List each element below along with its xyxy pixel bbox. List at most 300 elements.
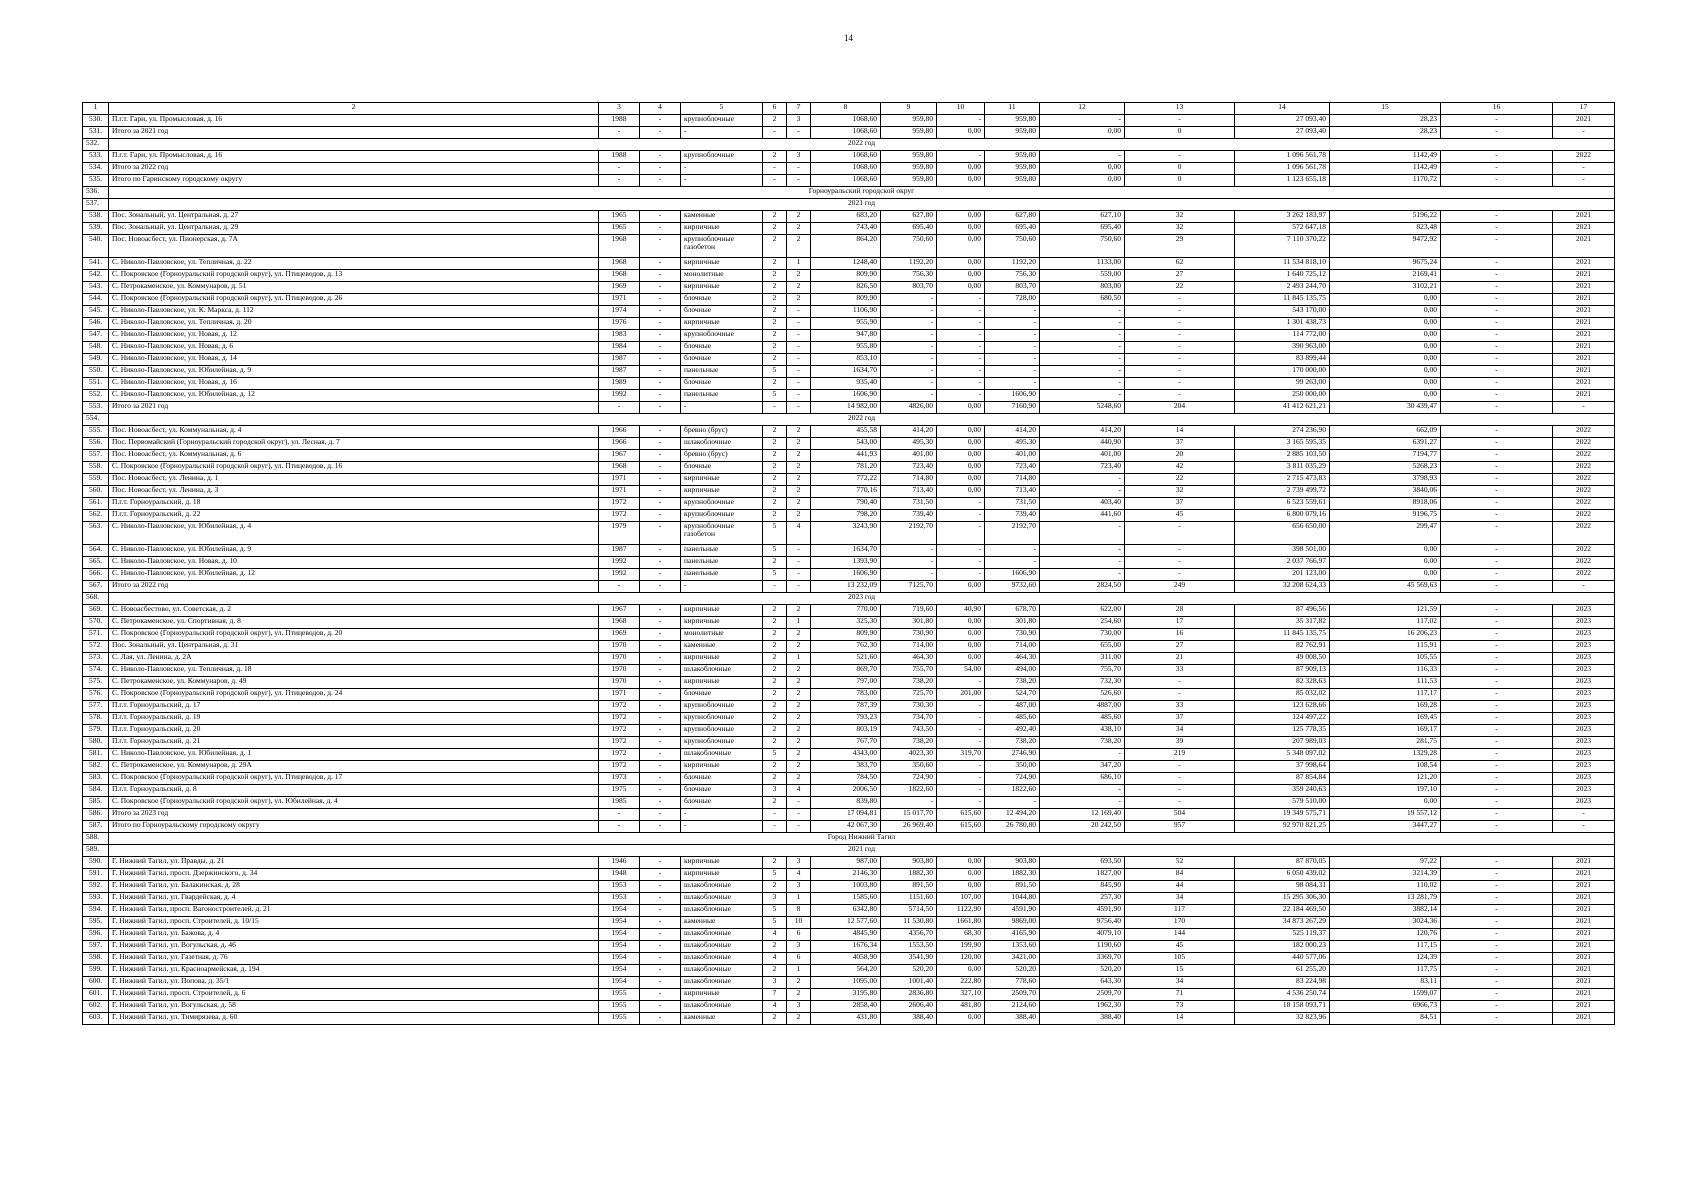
row-number: 555.	[83, 426, 109, 438]
table-cell: 37	[1125, 438, 1235, 450]
table-cell: 117,02	[1330, 617, 1441, 629]
table-cell: -	[640, 294, 681, 306]
table-cell: -	[640, 653, 681, 665]
table-row	[83, 306, 1615, 318]
table-cell: 0,00	[937, 1013, 985, 1025]
table-cell: 725,70	[881, 689, 937, 701]
table-cell: 743,40	[811, 223, 881, 235]
table-cell: -	[681, 581, 763, 593]
table-cell: 414,20	[985, 426, 1040, 438]
table-cell: 1122,90	[937, 905, 985, 917]
table-cell: 485,60	[1040, 713, 1125, 725]
table-cell: 2	[763, 438, 787, 450]
address-cell: С. Николо-Павловское, ул. Новая, д. 12	[109, 330, 599, 342]
table-cell: 5	[763, 366, 787, 378]
table-cell: 8	[787, 905, 811, 917]
row-number: 598.	[83, 953, 109, 965]
table-cell: -	[1125, 390, 1235, 402]
table-cell: 797,00	[811, 677, 881, 689]
table-cell: -	[640, 689, 681, 701]
table-cell: 2	[787, 450, 811, 462]
table-cell: -	[640, 115, 681, 127]
table-row	[83, 378, 1615, 390]
table-row	[83, 366, 1615, 378]
table-cell: 2021	[1553, 929, 1615, 941]
table-cell: 959,80	[881, 127, 937, 139]
table-cell: -	[787, 306, 811, 318]
table-cell: -	[937, 306, 985, 318]
table-cell: -	[681, 809, 763, 821]
table-cell: 11 530,80	[881, 917, 937, 929]
table-cell: 83,11	[1330, 977, 1441, 989]
table-cell: -	[1040, 151, 1125, 163]
table-cell: 2	[763, 342, 787, 354]
table-cell: шлакоблочные	[681, 893, 763, 905]
table-cell: 1975	[599, 785, 640, 797]
row-number: 580.	[83, 737, 109, 749]
table-cell: 2	[763, 737, 787, 749]
table-cell: -	[787, 821, 811, 833]
table-cell: 762,30	[811, 641, 881, 653]
table-cell: 627,80	[881, 211, 937, 223]
table-cell: 1955	[599, 1001, 640, 1013]
table-cell: 3 262 183,97	[1235, 211, 1330, 223]
table-cell: блочные	[681, 354, 763, 366]
table-cell: -	[1441, 175, 1553, 187]
row-number: 586.	[83, 809, 109, 821]
table-cell: -	[787, 354, 811, 366]
table-cell: 959,80	[881, 175, 937, 187]
table-cell: 622,00	[1040, 605, 1125, 617]
table-cell: 2021	[1553, 211, 1615, 223]
table-cell: 2021	[1553, 223, 1615, 235]
table-cell: -	[1441, 941, 1553, 953]
table-cell: 6342,80	[811, 905, 881, 917]
table-cell: 3447,27	[1330, 821, 1441, 833]
table-cell: 2 739 499,72	[1235, 486, 1330, 498]
table-cell: 656 650,00	[1235, 522, 1330, 545]
table-cell: шлакоблочные	[681, 881, 763, 893]
table-cell: 2	[763, 486, 787, 498]
table-cell: 728,00	[985, 294, 1040, 306]
address-cell: Пос. Новоасбест, ул. Пионерская, д. 7А	[109, 235, 599, 258]
table-cell: 2	[787, 989, 811, 1001]
table-cell: 2	[763, 857, 787, 869]
table-cell: 572 647,18	[1235, 223, 1330, 235]
table-cell: 2021	[1553, 881, 1615, 893]
row-number: 531.	[83, 127, 109, 139]
table-cell: 40,90	[937, 605, 985, 617]
table-cell: 14	[1125, 426, 1235, 438]
table-cell: 756,30	[985, 270, 1040, 282]
table-cell: 1972	[599, 725, 640, 737]
table-cell: -	[1553, 402, 1615, 414]
table-cell: -	[1441, 689, 1553, 701]
table-cell: 1973	[599, 773, 640, 785]
table-cell: кирпичные	[681, 282, 763, 294]
table-cell: 1329,28	[1330, 749, 1441, 761]
column-header: 17	[1553, 103, 1615, 115]
table-cell: 3	[787, 151, 811, 163]
table-cell: -	[599, 581, 640, 593]
column-header: 14	[1235, 103, 1330, 115]
table-row	[83, 151, 1615, 163]
address-cell: Г. Нижний Тагил, просп. Вагоностроителей, д. 21	[109, 905, 599, 917]
address-cell: Г. Нижний Тагил, ул. Правды, д. 21	[109, 857, 599, 869]
table-cell: кирпичные	[681, 857, 763, 869]
address-cell: С. Николо-Павловское, ул. Новая, д. 16	[109, 378, 599, 390]
address-cell: С. Николо-Павловское, ул. Юбилейная, д. 9	[109, 545, 599, 557]
table-cell: 1827,00	[1040, 869, 1125, 881]
table-cell: 7160,90	[985, 402, 1040, 414]
table-cell: 2	[763, 450, 787, 462]
table-row	[83, 809, 1615, 821]
table-cell: -	[985, 366, 1040, 378]
row-number: 599.	[83, 965, 109, 977]
table-cell: 2146,30	[811, 869, 881, 881]
table-cell: 6	[787, 953, 811, 965]
table-cell: 798,20	[811, 510, 881, 522]
table-cell: 117,17	[1330, 689, 1441, 701]
table-cell: 4826,00	[881, 402, 937, 414]
table-cell: -	[881, 294, 937, 306]
table-cell: 7194,77	[1330, 450, 1441, 462]
table-row	[83, 749, 1615, 761]
table-cell: 32	[1125, 486, 1235, 498]
table-cell: 2	[787, 426, 811, 438]
table-cell: -	[1553, 175, 1615, 187]
table-cell: 714,00	[985, 641, 1040, 653]
table-cell: 62	[1125, 258, 1235, 270]
table-cell: -	[640, 809, 681, 821]
address-cell: Итого за 2021 год	[109, 127, 599, 139]
address-cell: Пос. Новоасбест, ул. Коммунальная, д. 6	[109, 450, 599, 462]
table-cell: 27 093,40	[1235, 115, 1330, 127]
table-cell: -	[787, 318, 811, 330]
section-title: Город Нижний Тагил	[109, 833, 1615, 845]
table-cell: 11 845 135,75	[1235, 294, 1330, 306]
table-cell: -	[1441, 893, 1553, 905]
table-cell: -	[640, 258, 681, 270]
table-cell: каменные	[681, 641, 763, 653]
table-cell: 1133,00	[1040, 258, 1125, 270]
table-cell: 2022	[1553, 151, 1615, 163]
table-cell: 756,30	[881, 270, 937, 282]
address-cell: Г. Нижний Тагил, ул. Гвардейская, д. 4	[109, 893, 599, 905]
table-cell: -	[640, 127, 681, 139]
table-cell: 1606,90	[811, 569, 881, 581]
table-cell: -	[1441, 653, 1553, 665]
table-cell: 719,60	[881, 605, 937, 617]
table-cell: 2	[763, 641, 787, 653]
column-header: 11	[985, 103, 1040, 115]
table-cell: 2021	[1553, 390, 1615, 402]
table-cell: 125 778,35	[1235, 725, 1330, 737]
table-cell: -	[640, 390, 681, 402]
table-cell: -	[1125, 151, 1235, 163]
table-cell: -	[937, 773, 985, 785]
table-cell: 3369,70	[1040, 953, 1125, 965]
table-cell: 1987	[599, 545, 640, 557]
table-cell: 121,59	[1330, 605, 1441, 617]
table-cell: -	[599, 402, 640, 414]
table-cell: 959,80	[881, 151, 937, 163]
table-cell: -	[640, 941, 681, 953]
table-cell: 750,60	[985, 235, 1040, 258]
table-cell: 864,20	[811, 235, 881, 258]
table-cell: 724,90	[985, 773, 1040, 785]
table-cell: 2023	[1553, 641, 1615, 653]
table-cell: 1974	[599, 306, 640, 318]
row-number: 574.	[83, 665, 109, 677]
table-cell: 169,17	[1330, 725, 1441, 737]
table-cell: 2192,70	[881, 522, 937, 545]
table-cell: 1946	[599, 857, 640, 869]
table-cell: бревно (брус)	[681, 450, 763, 462]
section-title: 2022 год	[109, 414, 1615, 426]
table-cell: -	[881, 390, 937, 402]
table-cell: 4591,90	[1040, 905, 1125, 917]
table-cell: 15	[1125, 965, 1235, 977]
table-cell: 22	[1125, 474, 1235, 486]
table-cell: 627,80	[985, 211, 1040, 223]
table-cell: 738,20	[1040, 737, 1125, 749]
table-cell: -	[937, 713, 985, 725]
table-cell: 110,02	[1330, 881, 1441, 893]
table-cell: 29	[1125, 235, 1235, 258]
row-number: 573.	[83, 653, 109, 665]
table-cell: -	[640, 438, 681, 450]
table-cell: 957	[1125, 821, 1235, 833]
table-cell: 0,00	[937, 426, 985, 438]
table-cell: 2021	[1553, 294, 1615, 306]
table-cell: 2023	[1553, 725, 1615, 737]
table-cell: 41 412 621,21	[1235, 402, 1330, 414]
table-cell: -	[937, 294, 985, 306]
table-cell: 2	[763, 270, 787, 282]
table-cell: 401,00	[985, 450, 1040, 462]
table-cell: 17 094,81	[811, 809, 881, 821]
address-cell: С. Покровское (Горноуральский городской округ), ул. Птицеводов, д. 13	[109, 270, 599, 282]
table-cell: 2	[787, 689, 811, 701]
row-number: 584.	[83, 785, 109, 797]
table-cell: -	[881, 318, 937, 330]
table-cell: 730,30	[881, 701, 937, 713]
table-cell: 0,00	[937, 486, 985, 498]
table-cell: -	[1441, 737, 1553, 749]
table-cell: 42 067,30	[811, 821, 881, 833]
table-cell: 6 523 559,61	[1235, 498, 1330, 510]
table-cell: 347,20	[1040, 761, 1125, 773]
table-cell: 543,00	[811, 438, 881, 450]
table-cell: бревно (брус)	[681, 426, 763, 438]
address-cell: С. Николо-Павловское, ул. Тепличная, д. 20	[109, 318, 599, 330]
table-cell: -	[937, 522, 985, 545]
table-cell: -	[787, 330, 811, 342]
table-cell: 28	[1125, 605, 1235, 617]
row-number: 542.	[83, 270, 109, 282]
table-cell: 2824,50	[1040, 581, 1125, 593]
table-cell: 1003,80	[811, 881, 881, 893]
table-cell: -	[640, 462, 681, 474]
table-cell: шлакоблочные	[681, 905, 763, 917]
table-cell: 26 969,40	[881, 821, 937, 833]
table-cell: 82 328,63	[1235, 677, 1330, 689]
table-cell: 441,60	[1040, 510, 1125, 522]
row-number: 601.	[83, 989, 109, 1001]
table-cell: 123 628,66	[1235, 701, 1330, 713]
table-cell: 1	[787, 893, 811, 905]
table-cell: -	[1553, 581, 1615, 593]
table-cell: 2	[763, 653, 787, 665]
table-cell: 947,80	[811, 330, 881, 342]
table-cell: 1972	[599, 761, 640, 773]
row-number: 581.	[83, 749, 109, 761]
table-cell: -	[1441, 498, 1553, 510]
table-cell: 1	[787, 965, 811, 977]
table-cell: -	[599, 809, 640, 821]
table-cell: 1967	[599, 605, 640, 617]
table-cell: 4845,90	[811, 929, 881, 941]
table-cell: панельные	[681, 545, 763, 557]
table-cell: -	[1441, 462, 1553, 474]
table-cell: 2	[787, 641, 811, 653]
column-header: 8	[811, 103, 881, 115]
table-cell: 853,10	[811, 354, 881, 366]
table-cell: 0,00	[937, 881, 985, 893]
table-cell: 2023	[1553, 761, 1615, 773]
table-cell: 6	[787, 929, 811, 941]
table-cell: 803,19	[811, 725, 881, 737]
table-cell: 199,90	[937, 941, 985, 953]
table-cell: блочные	[681, 342, 763, 354]
table-cell: шлакоблочные	[681, 965, 763, 977]
table-cell: 2	[763, 306, 787, 318]
table-cell: 1	[787, 653, 811, 665]
table-row	[83, 977, 1615, 989]
table-cell: 2022	[1553, 438, 1615, 450]
table-cell: шлакоблочные	[681, 953, 763, 965]
table-cell: -	[1441, 761, 1553, 773]
table-cell: 5	[763, 569, 787, 581]
table-cell: -	[640, 773, 681, 785]
table-cell: шлакоблочные	[681, 977, 763, 989]
table-cell: -	[1040, 557, 1125, 569]
section-row	[83, 187, 1615, 199]
table-cell: 3882,14	[1330, 905, 1441, 917]
table-cell: 778,60	[985, 977, 1040, 989]
table-cell: 723,40	[985, 462, 1040, 474]
section-title: 2022 год	[109, 139, 1615, 151]
table-cell: 959,80	[881, 163, 937, 175]
table-cell: -	[1125, 569, 1235, 581]
table-cell: 803,70	[881, 282, 937, 294]
table-cell: 959,80	[985, 175, 1040, 187]
table-cell: -	[640, 486, 681, 498]
table-cell: 504	[1125, 809, 1235, 821]
table-cell: 2509,70	[1040, 989, 1125, 1001]
table-cell: 750,60	[881, 235, 937, 258]
table-cell: 299,47	[1330, 522, 1441, 545]
table-cell: 1393,90	[811, 557, 881, 569]
table-cell: крупноблочные	[681, 330, 763, 342]
table-cell: 955,90	[811, 318, 881, 330]
table-cell: 13 232,09	[811, 581, 881, 593]
table-cell: -	[1441, 881, 1553, 893]
table-cell: 2022	[1553, 486, 1615, 498]
table-cell: -	[937, 557, 985, 569]
table-cell: -	[1441, 641, 1553, 653]
table-cell: 839,80	[811, 797, 881, 809]
table-row	[83, 677, 1615, 689]
table-cell: -	[881, 569, 937, 581]
table-cell: 1962,30	[1040, 1001, 1125, 1013]
table-cell: 2023	[1553, 629, 1615, 641]
table-cell: 2746,90	[985, 749, 1040, 761]
table-cell: -	[787, 175, 811, 187]
table-cell: -	[640, 953, 681, 965]
address-cell: Пос. Новоасбест, ул. Ленина, д. 3	[109, 486, 599, 498]
table-cell: -	[937, 761, 985, 773]
table-cell: -	[1553, 127, 1615, 139]
table-cell: -	[763, 809, 787, 821]
table-cell: 3	[787, 941, 811, 953]
table-cell: -	[1441, 965, 1553, 977]
table-cell: -	[1040, 486, 1125, 498]
table-cell: 2 885 103,50	[1235, 450, 1330, 462]
table-cell: шлакоблочные	[681, 438, 763, 450]
row-number: 534.	[83, 163, 109, 175]
table-cell: блочные	[681, 773, 763, 785]
table-row	[83, 127, 1615, 139]
table-cell: 1661,80	[937, 917, 985, 929]
table-cell: -	[1040, 545, 1125, 557]
table-cell: -	[640, 235, 681, 258]
table-cell: 1170,72	[1330, 175, 1441, 187]
address-cell: С. Николо-Павловское, ул. Юбилейная, д. 1	[109, 749, 599, 761]
table-cell: 350,00	[985, 761, 1040, 773]
table-cell: 105	[1125, 953, 1235, 965]
table-cell: -	[881, 557, 937, 569]
table-cell: 12 494,20	[985, 809, 1040, 821]
table-cell: 14 982,00	[811, 402, 881, 414]
table-cell: 3214,39	[1330, 869, 1441, 881]
row-number: 533.	[83, 151, 109, 163]
table-cell: -	[640, 342, 681, 354]
row-number: 600.	[83, 977, 109, 989]
table-cell: -	[1441, 581, 1553, 593]
table-cell: -	[681, 163, 763, 175]
table-cell: 301,80	[881, 617, 937, 629]
table-cell: -	[937, 330, 985, 342]
table-cell: 770,00	[811, 605, 881, 617]
table-cell: 9756,40	[1040, 917, 1125, 929]
table-cell: -	[640, 905, 681, 917]
table-cell: -	[640, 557, 681, 569]
table-cell: -	[763, 175, 787, 187]
table-cell: -	[1441, 402, 1553, 414]
table-cell: 2	[787, 977, 811, 989]
table-cell: 1822,60	[881, 785, 937, 797]
table-cell: -	[1441, 821, 1553, 833]
table-row	[83, 498, 1615, 510]
table-cell: 2021	[1553, 330, 1615, 342]
table-cell: 27	[1125, 270, 1235, 282]
table-row	[83, 689, 1615, 701]
table-cell: 11 534 818,10	[1235, 258, 1330, 270]
table-cell: 21	[1125, 653, 1235, 665]
row-number: 535.	[83, 175, 109, 187]
